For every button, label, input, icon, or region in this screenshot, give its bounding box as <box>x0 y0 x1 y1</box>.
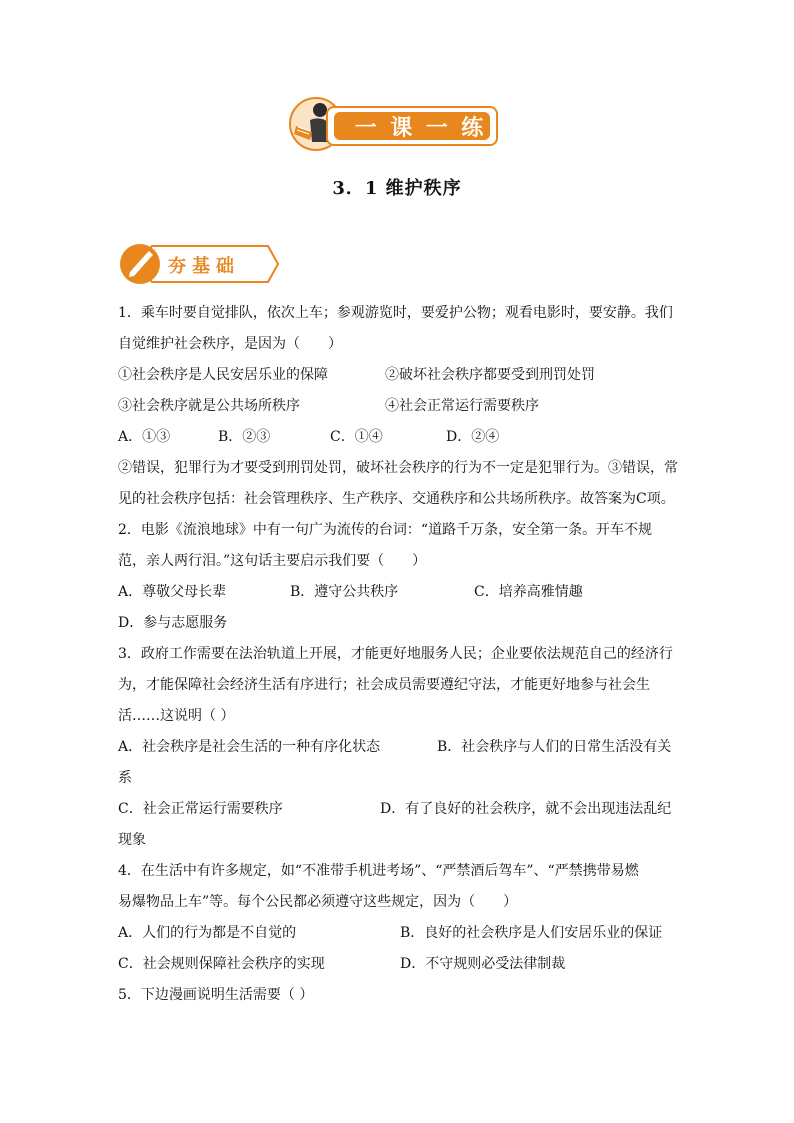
option-b: B．遵守公共秩序 <box>290 584 399 600</box>
option-d: D．②④ <box>446 429 500 445</box>
explanation: ②错误，犯罪行为才要受到刑罚处罚，破坏社会秩序的行为不一定是犯罪行为。③错误，常 <box>118 460 678 476</box>
question-stem: 范，亲人两行泪。”这句话主要启示我们要（ ） <box>118 553 427 569</box>
option-a: A．尊敬父母长辈 <box>118 584 227 600</box>
option-b: B．社会秩序与人们的日常生活没有关 <box>437 739 672 755</box>
statement: ③社会秩序就是公共场所秩序 <box>118 398 300 414</box>
banner-char: 一 <box>425 114 448 141</box>
page-title: 3．1 维护秩序 <box>332 178 462 199</box>
statement-row <box>118 360 678 391</box>
options-row <box>118 949 678 980</box>
options-row <box>118 918 678 949</box>
statement-row <box>118 391 678 422</box>
question-stem: 自觉维护社会秩序，是因为（ ） <box>118 336 342 352</box>
question-stem: 为，才能保障社会经济生活有序进行；社会成员需要遵纪守法，才能更好地参与社会生 <box>118 677 650 693</box>
banner-char: 练 <box>461 114 484 141</box>
option-d-cont: 现象 <box>118 832 146 848</box>
options-row <box>118 577 678 608</box>
option-d: D．有了良好的社会秩序，就不会出现违法乱纪 <box>380 801 672 817</box>
option-c: C．①④ <box>330 429 383 445</box>
options-row <box>118 422 678 453</box>
option-a: A．社会秩序是社会生活的一种有序化状态 <box>118 739 381 755</box>
statement: ②破坏社会秩序都要受到刑罚处罚 <box>385 367 595 383</box>
option-b-cont: 系 <box>118 770 132 786</box>
lesson-banner <box>286 96 498 152</box>
question-stem: 1．乘车时要自觉排队，依次上车；参观游览时，要爱护公物；观看电影时，要安静。我们 <box>118 305 673 321</box>
question-stem: 易爆物品上车”等。每个公民都必须遵守这些规定，因为（ ） <box>118 894 518 910</box>
section-header <box>118 240 280 288</box>
question-stem: 2．电影《流浪地球》中有一句广为流传的台词：“道路千万条，安全第一条。开车不规 <box>118 522 653 538</box>
option-b: B．良好的社会秩序是人们安居乐业的保证 <box>400 925 663 941</box>
question-stem: 4．在生活中有许多规定，如“不准带手机进考场”、“严禁酒后驾车”、“严禁携带易燃 <box>118 863 639 879</box>
question-list <box>118 298 678 1011</box>
statement: ④社会正常运行需要秩序 <box>385 398 539 414</box>
banner-bar <box>326 106 498 146</box>
statement: ①社会秩序是人民安居乐业的保障 <box>118 367 328 383</box>
option-c: C．社会正常运行需要秩序 <box>118 801 283 817</box>
explanation: 见的社会秩序包括：社会管理秩序、生产秩序、交通秩序和公共场所秩序。故答案为C项。 <box>118 491 675 507</box>
options-row <box>118 794 678 825</box>
option-d: D．参与志愿服务 <box>118 615 228 631</box>
option-c: C．培养高雅情趣 <box>474 584 583 600</box>
option-d: D．不守规则必受法律制裁 <box>400 956 566 972</box>
banner-char: 课 <box>390 114 413 141</box>
banner-char: 一 <box>354 114 377 141</box>
question-stem: 活……这说明（ ） <box>118 708 235 724</box>
options-row <box>118 732 678 763</box>
option-a: A．①③ <box>118 429 171 445</box>
option-a: A．人们的行为都是不自觉的 <box>118 925 297 941</box>
section-label: 夯基础 <box>168 256 240 277</box>
question-stem: 3．政府工作需要在法治轨道上开展，才能更好地服务人民；企业要依法规范自己的经济行 <box>118 646 673 662</box>
option-c: C．社会规则保障社会秩序的实现 <box>118 956 325 972</box>
question-stem: 5．下边漫画说明生活需要（ ） <box>118 987 314 1003</box>
option-b: B．②③ <box>218 429 271 445</box>
